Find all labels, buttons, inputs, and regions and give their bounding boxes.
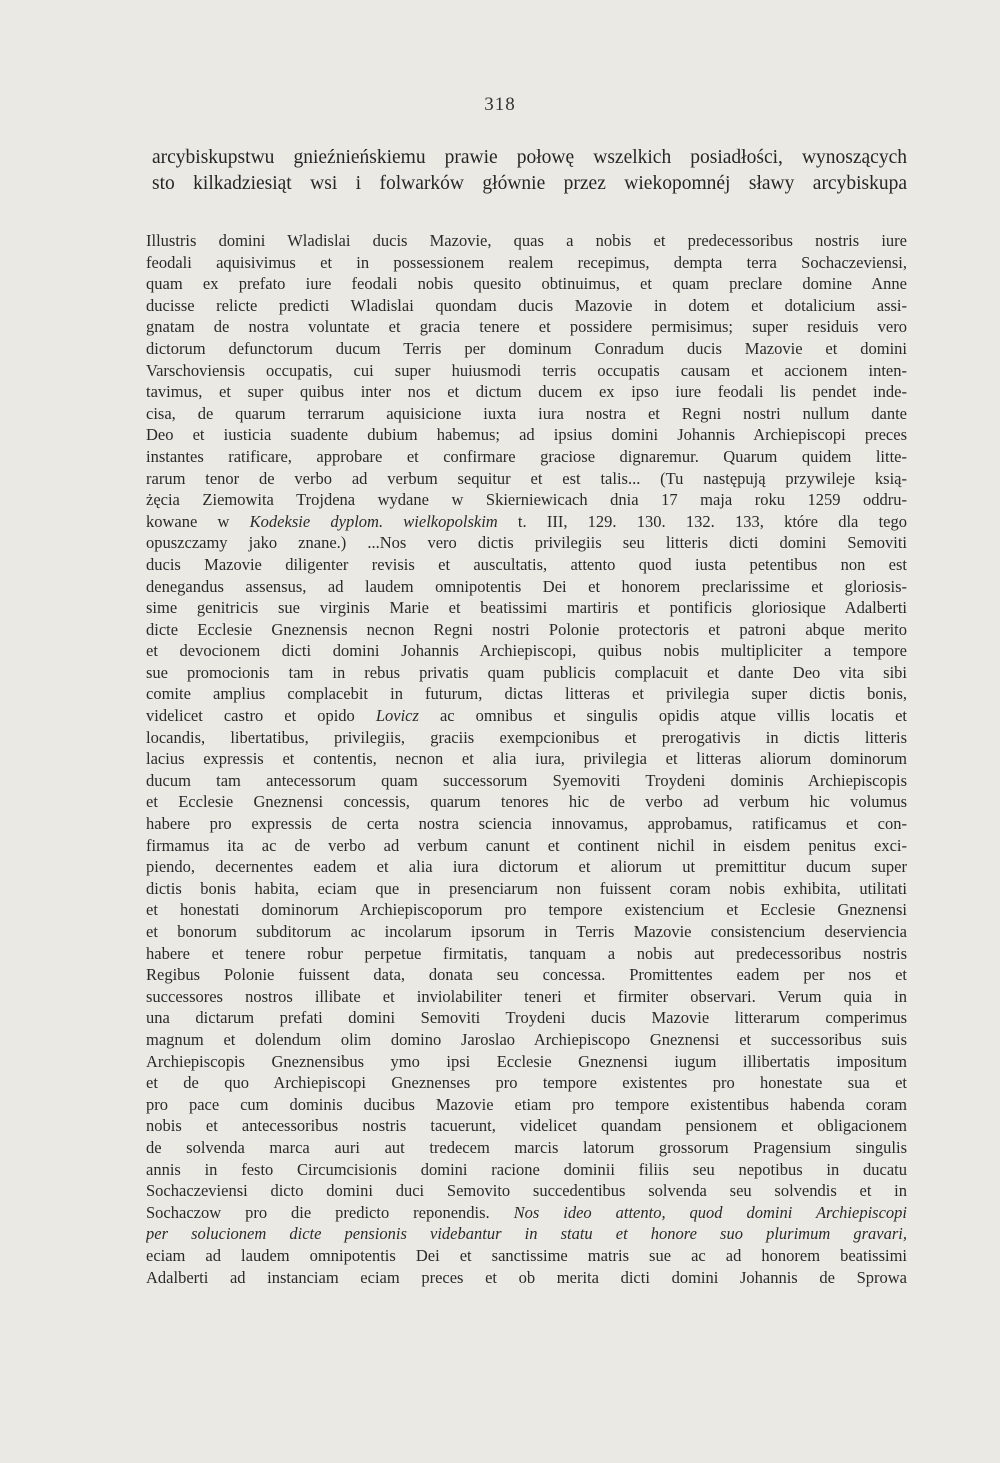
body-line: et de quo Archiepiscopi Gneznenses pro tempore existentes pro honestate sua et [146, 1073, 907, 1093]
body-line: firmamus ita ac de verbo ad verbum canunt et continent nichil in eisdem penitus exci- [146, 835, 907, 855]
body-line: feodali aquisivimus et in possessionem realem recepimus, dempta terra Sochaczeviensi, [146, 252, 907, 272]
body-line: comite amplius complacebit in futurum, dictas litteras et privilegia super dictis bonis, [146, 684, 907, 704]
body-line: Adalberti ad instanciam eciam preces et ob merita dicti domini Johannis de Sprowa [146, 1267, 907, 1287]
intro-line: sto kilkadziesiąt wsi i folwarków głównie przez wiekopomnéj sławy arcybiskupa [152, 173, 907, 194]
body-line: eciam ad laudem omnipotentis Dei et sanctissime matris sue ac ad honorem beatissimi [146, 1245, 907, 1265]
body-line: videlicet castro et opido Lovicz ac omnibus et singulis opidis atque villis locatis et [146, 706, 907, 726]
body-line: ducisse relicte predicti Wladislai quondam ducis Mazovie in dotem et dotalicium assi- [146, 295, 907, 315]
body-line: locandis, libertatibus, privilegiis, graciis exempcionibus et prerogativis in dictis litteris [146, 727, 907, 747]
body-line: Sochaczow pro die predicto reponendis. Nos ideo attento, quod domini Archiepiscopi [146, 1202, 907, 1222]
body-line: per solucionem dicte pensionis videbantur in statu et honore suo plurimum gravari, [146, 1224, 907, 1244]
body-line: lacius expressis et contentis, necnon et alia iura, privilegia et litteras aliorum dominorum [146, 749, 907, 769]
body-line: et Ecclesie Gneznensi concessis, quarum tenores hic de verbo ad verbum hic volumus [146, 792, 907, 812]
body-line: ducis Mazovie diligenter revisis et auscultatis, attento quod iusta petentibus non est [146, 554, 907, 574]
body-line: annis in festo Circumcisionis domini racione dominii filiis seu nepotibus in ducatu [146, 1159, 907, 1179]
body-line: sime genitricis sue virginis Marie et beatissimi martiris et pontificis gloriosique Adalberti [146, 598, 907, 618]
body-line: kowane w Kodeksie dyplom. wielkopolskim t. III, 129. 130. 132. 133, które dla tego [146, 511, 907, 531]
body-line: Archiepiscopis Gneznensibus ymo ipsi Ecclesie Gneznensi iugum illibertatis impositum [146, 1051, 907, 1071]
body-line: instantes ratificare, approbare et confirmare graciose dignaremur. Quarum quidem litte- [146, 446, 907, 466]
body-line: dictorum defunctorum ducum Terris per dominum Conradum ducis Mazovie et domini [146, 338, 907, 358]
body-line: de solvenda marca auri aut tredecem marcis latorum grossorum Pragensium singulis [146, 1137, 907, 1157]
body-line: quam ex prefato iure feodali nobis quesito obtinuimus, et quam preclare domine Anne [146, 274, 907, 294]
body-paragraph [146, 230, 907, 1288]
body-line: rarum tenor de verbo ad verbum sequitur et est talis... (Tu następują przywileje ksią- [146, 468, 907, 488]
body-line: habere et tenere robur perpetue firmitatis, tanquam a nobis aut predecessoribus nostris [146, 943, 907, 963]
body-line: gnatam de nostra voluntate et gracia tenere et possidere permisimus; super residuis vero [146, 317, 907, 337]
body-line: et bonorum subditorum ac incolarum ipsorum in Terris Mazovie consistencium deserviencia [146, 922, 907, 941]
intro-line: arcybiskupstwu gnieźnieńskiemu prawie połowę wszelkich posiadłości, wynoszących [152, 147, 907, 168]
page-number: 318 [484, 94, 516, 115]
body-line: tavimus, et super quibus inter nos et dictum ducem ex ipso iure feodali lis pendet inde- [146, 382, 907, 402]
body-line: et devocionem dicti domini Johannis Archiepiscopi, quibus nobis multipliciter a tempore [146, 641, 907, 661]
body-line: pro pace cum dominis ducibus Mazovie etiam pro tempore existentibus habenda coram [146, 1094, 907, 1114]
body-line: Varschoviensis occupatis, cui super huiusmodi terris occupatis causam et accionem inten- [146, 360, 907, 380]
body-line: Deo et iusticia suadente dubium habemus; ad ipsius domini Johannis Archiepiscopi preces [146, 425, 907, 445]
body-line: magnum et dolendum olim domino Jaroslao Archiepiscopo Gneznensi et successoribus suis [146, 1029, 907, 1049]
intro-paragraph [152, 145, 907, 197]
body-line: sue promocionis tam in rebus privatis quam publicis complacuit et dante Deo vita sibi [146, 662, 907, 682]
body-line: Sochaczeviensi dicto domini duci Semovito succedentibus solvenda seu solvendis et in [146, 1181, 907, 1201]
body-line: una dictarum prefati domini Semoviti Troydeni ducis Mazovie litterarum comperimus [146, 1008, 907, 1028]
body-line: cisa, de quarum terrarum aquisicione iuxta iura nostra et Regni nostri nullum dante [146, 403, 907, 423]
body-line: piendo, decernentes eadem et alia iura dictorum et aliorum ut premittitur ducum super [146, 857, 907, 877]
body-line: et honestati dominorum Archiepiscoporum pro tempore existencium et Ecclesie Gneznensi [146, 900, 907, 920]
body-line: dictis bonis habita, eciam que in presenciarum non fuissent coram nobis exhibita, utilitati [146, 878, 907, 898]
body-line: denegandus assensus, ad laudem omnipotentis Dei et honorem preclarissime et gloriosis- [146, 576, 907, 596]
body-line: żęcia Ziemowita Trojdena wydane w Skierniewicach dnia 17 maja roku 1259 oddru- [146, 490, 907, 510]
body-line: opuszczamy jako znane.) ...Nos vero dictis privilegiis seu litteris dicti domini Semoviti [146, 533, 907, 553]
body-line: nobis et antecessoribus nostris tacuerunt, videlicet quandam pensionem et obligacionem [146, 1116, 907, 1136]
body-line: successores nostros illibate et inviolabiliter teneri et firmiter observari. Verum quia in [146, 986, 907, 1006]
body-line: Illustris domini Wladislai ducis Mazovie, quas a nobis et predecessoribus nostris iure [146, 231, 907, 250]
body-line: ducum tam antecessorum quam successorum Syemoviti Troydeni dominis Archiepiscopis [146, 770, 907, 790]
body-line: habere pro expressis de certa nostra sciencia innovamus, approbamus, ratificamus et con- [146, 814, 907, 834]
body-line: Regibus Polonie fuissent data, donata seu concessa. Promittentes eadem per nos et [146, 965, 907, 985]
body-line: dicte Ecclesie Gneznensis necnon Regni nostri Polonie protectoris et patroni abque merito [146, 619, 907, 639]
